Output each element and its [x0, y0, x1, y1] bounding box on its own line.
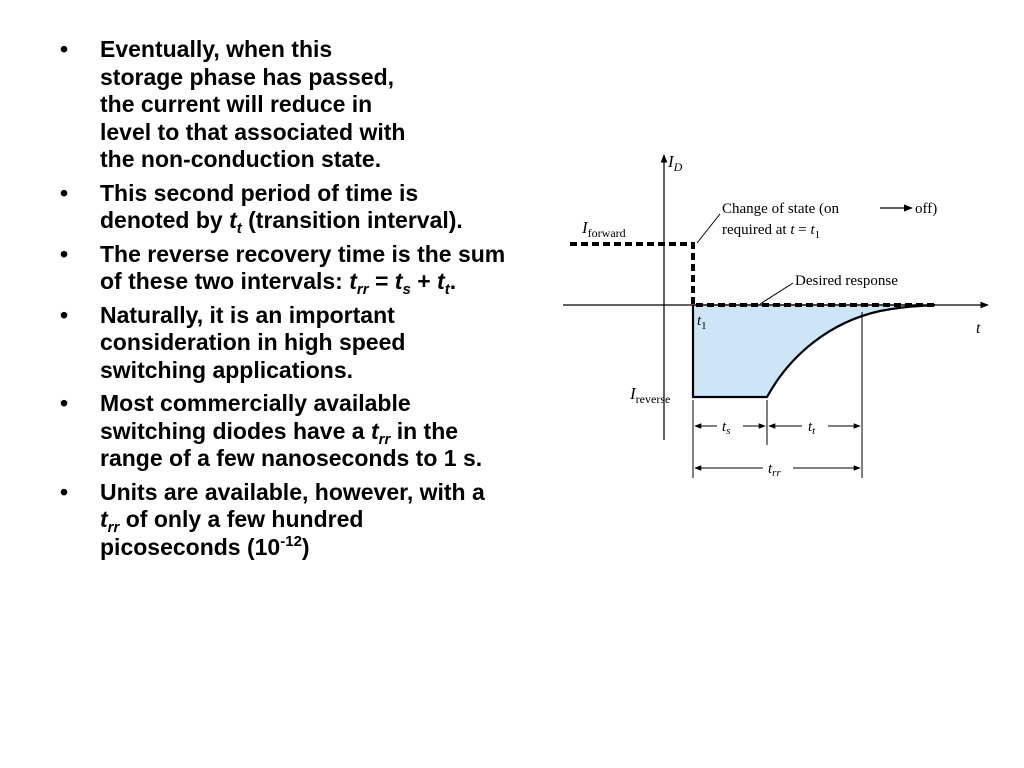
math-subscript: s: [402, 281, 411, 298]
math-subscript: rr: [378, 430, 391, 448]
bullet-text: ): [301, 533, 310, 560]
bullet-text: Most commercially available switching diodes have a: [100, 390, 411, 444]
bullet-text-line: storage phase has passed,: [100, 63, 395, 90]
math-subscript: rr: [356, 281, 369, 298]
math-variable: t: [100, 506, 108, 532]
bullet-item: [60, 241, 510, 296]
bullet-text: of only a few hundred picoseconds (10: [100, 506, 364, 560]
math-subscript: t: [444, 281, 450, 298]
math-operator: =: [368, 268, 395, 294]
desired-response-label: Desired response: [795, 273, 898, 289]
current-axis-label: $I_D$: [668, 152, 683, 174]
reverse-recovery-diagram: [555, 145, 1005, 490]
bullet-item: [60, 390, 510, 473]
math-variable: t: [394, 268, 403, 294]
bullet-marker: •: [60, 36, 69, 62]
bullet-text-line: the non-conduction state.: [100, 146, 382, 172]
bullet-text: The reverse recovery time is the sum of these two intervals:: [100, 240, 506, 294]
bullet-text: This second period of time is denoted by: [100, 179, 419, 233]
i-forward-label: $I_{forward}$: [582, 218, 626, 240]
bullet-item: [60, 36, 510, 174]
ts-label: $t_s$: [722, 419, 731, 437]
change-of-state-condition: required at $t = t_1$: [722, 222, 821, 241]
math-variable: t: [437, 268, 445, 294]
bullet-text-line: Eventually, when this: [100, 36, 333, 62]
bullet-item: [60, 302, 510, 385]
change-of-state-end: off): [915, 201, 938, 217]
trr-label: $t_{rr}$: [768, 461, 781, 479]
bullet-item: [60, 180, 510, 235]
change-of-state-pointer: [697, 214, 720, 243]
tt-label: $t_t$: [808, 419, 816, 437]
bullet-marker: •: [60, 390, 69, 416]
bullet-text: Naturally, it is an important consideration in high speed switching applications.: [100, 301, 406, 383]
math-operator: +: [410, 268, 438, 294]
bullet-text: .: [449, 268, 457, 294]
recovery-area: [693, 305, 935, 397]
i-reverse-label: $I_{reverse}$: [630, 384, 671, 406]
bullet-text-line: the current will reduce in: [100, 91, 373, 117]
bullet-text: in the range of a few nanoseconds to 1 s.: [100, 417, 483, 471]
t1-label: $t_1$: [697, 313, 707, 332]
math-variable: t: [349, 268, 357, 294]
bullet-text: Units are available, however, with a: [100, 478, 485, 505]
bullet-item: [60, 479, 510, 562]
time-axis-label: t: [976, 320, 981, 337]
bullet-marker: •: [60, 301, 69, 328]
bullet-marker: •: [60, 240, 69, 267]
math-variable: t: [370, 417, 379, 444]
math-subscript: rr: [107, 519, 120, 536]
bullet-text: (transition interval).: [241, 207, 463, 233]
math-subscript: t: [236, 220, 242, 237]
desired-response-pointer: [760, 283, 793, 304]
bullet-marker: •: [60, 478, 69, 505]
math-superscript: -12: [280, 532, 302, 550]
bullet-marker: •: [60, 179, 69, 206]
change-of-state-label: Change of state (on: [722, 201, 840, 217]
math-variable: t: [229, 207, 237, 233]
bullet-text-line: level to that associated with: [100, 118, 406, 145]
bullet-list: [60, 36, 510, 567]
